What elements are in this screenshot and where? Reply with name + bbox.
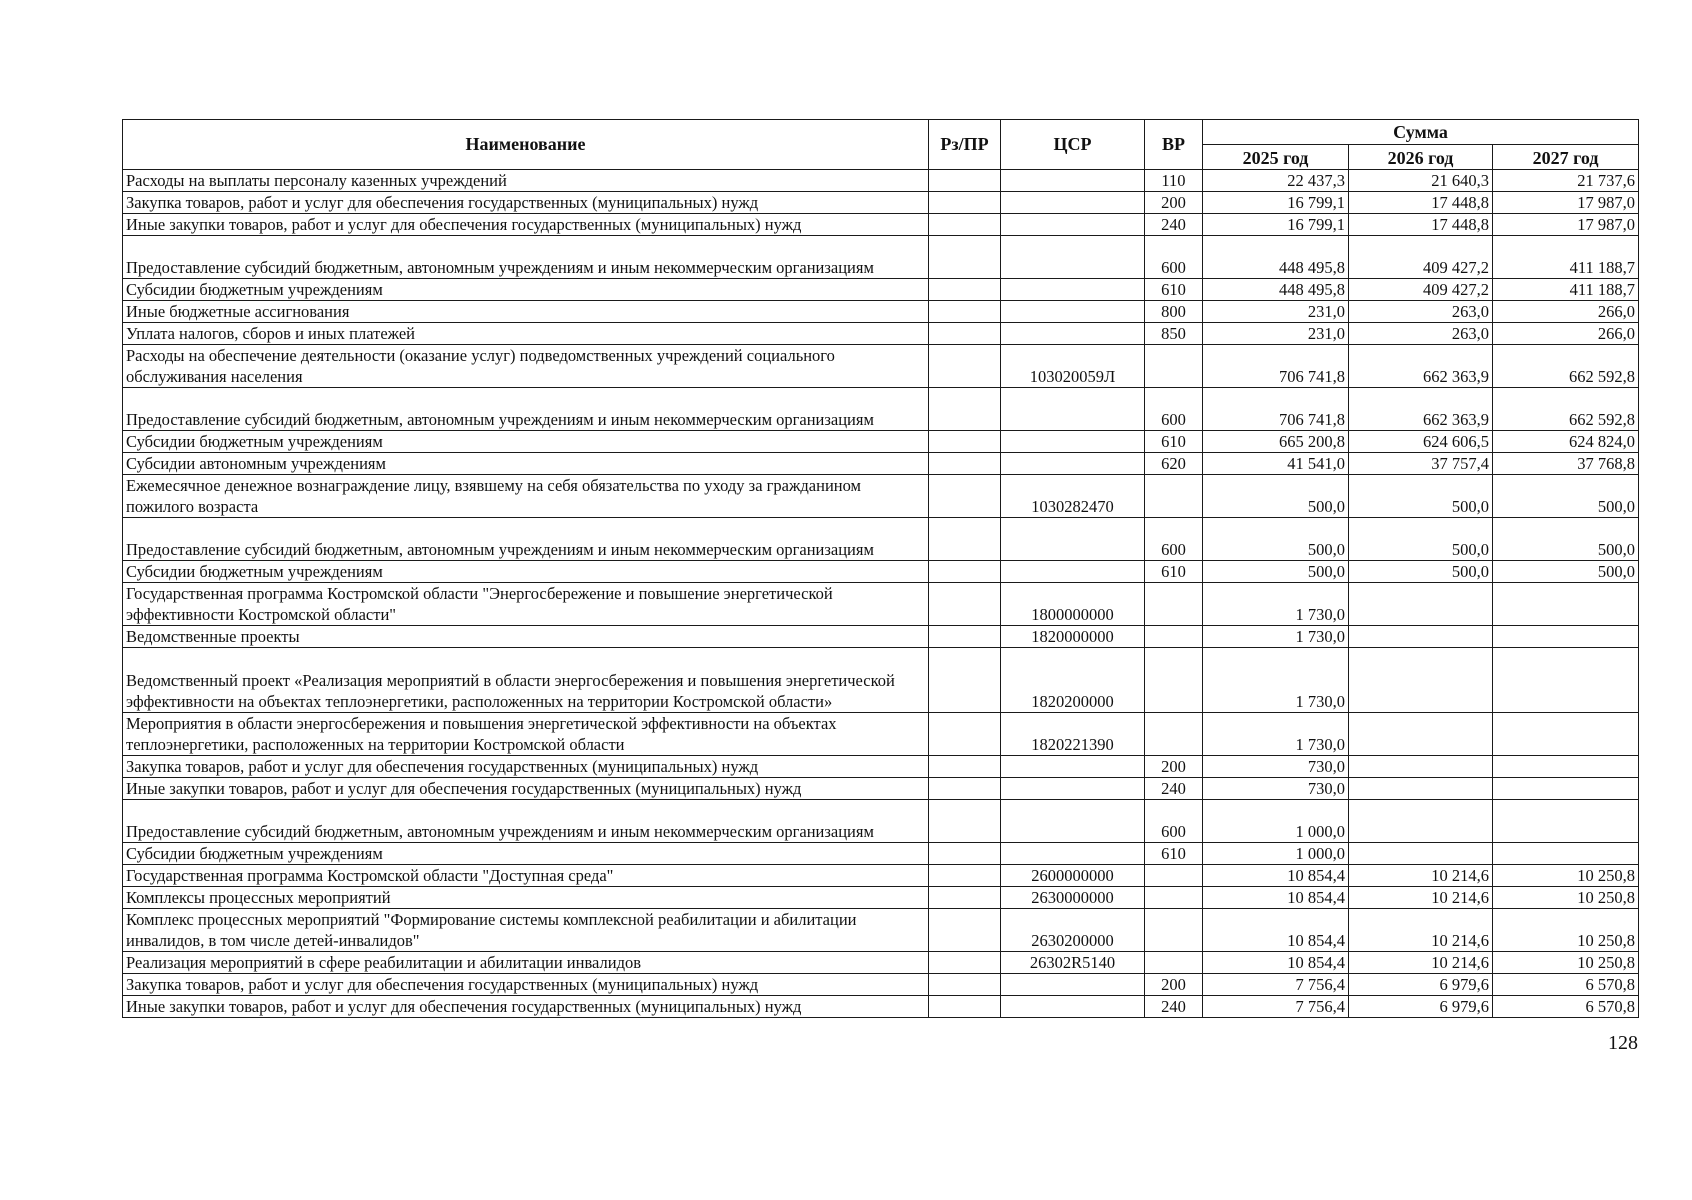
cell-vr: 200 bbox=[1145, 974, 1203, 996]
table-row bbox=[123, 800, 1639, 843]
cell-csr bbox=[1001, 996, 1145, 1018]
cell-vr bbox=[1145, 713, 1203, 756]
cell-sum-2026: 10 214,6 bbox=[1349, 952, 1493, 974]
cell-csr bbox=[1001, 323, 1145, 345]
table-row bbox=[123, 475, 1639, 518]
cell-sum-2026: 662 363,9 bbox=[1349, 345, 1493, 388]
cell-sum-2027: 10 250,8 bbox=[1493, 865, 1639, 887]
table-row bbox=[123, 778, 1639, 800]
cell-vr: 610 bbox=[1145, 843, 1203, 865]
cell-sum-2027: 17 987,0 bbox=[1493, 214, 1639, 236]
cell-sum-2026: 500,0 bbox=[1349, 518, 1493, 561]
cell-sum-2025: 1 730,0 bbox=[1203, 626, 1349, 648]
cell-sum-2026: 17 448,8 bbox=[1349, 192, 1493, 214]
cell-sum-2027: 10 250,8 bbox=[1493, 887, 1639, 909]
cell-sum-2025: 10 854,4 bbox=[1203, 887, 1349, 909]
cell-sum-2026 bbox=[1349, 648, 1493, 713]
header-sum: Сумма bbox=[1203, 120, 1639, 145]
table-row bbox=[123, 887, 1639, 909]
cell-sum-2026: 263,0 bbox=[1349, 323, 1493, 345]
table-row bbox=[123, 345, 1639, 388]
cell-rz-pr bbox=[929, 800, 1001, 843]
cell-name: Предоставление субсидий бюджетным, автономным учреждениям и иным некоммерческим организациям bbox=[123, 518, 929, 561]
cell-csr bbox=[1001, 388, 1145, 431]
cell-sum-2027: 6 570,8 bbox=[1493, 996, 1639, 1018]
cell-rz-pr bbox=[929, 301, 1001, 323]
cell-csr bbox=[1001, 756, 1145, 778]
cell-name: Комплекс процессных мероприятий "Формирование системы комплексной реабилитации и абилитации инвалидов, в том числе детей-инвалидов" bbox=[123, 909, 929, 952]
cell-sum-2025: 665 200,8 bbox=[1203, 431, 1349, 453]
cell-vr: 850 bbox=[1145, 323, 1203, 345]
table-row bbox=[123, 974, 1639, 996]
cell-name: Иные закупки товаров, работ и услуг для обеспечения государственных (муниципальных) нужд bbox=[123, 996, 929, 1018]
cell-sum-2026: 10 214,6 bbox=[1349, 909, 1493, 952]
cell-rz-pr bbox=[929, 865, 1001, 887]
cell-rz-pr bbox=[929, 648, 1001, 713]
cell-vr: 610 bbox=[1145, 431, 1203, 453]
header-year-2027: 2027 год bbox=[1493, 145, 1639, 170]
cell-rz-pr bbox=[929, 974, 1001, 996]
cell-rz-pr bbox=[929, 453, 1001, 475]
cell-name: Субсидии бюджетным учреждениям bbox=[123, 431, 929, 453]
cell-sum-2025: 7 756,4 bbox=[1203, 974, 1349, 996]
cell-vr: 240 bbox=[1145, 996, 1203, 1018]
header-rz-pr: Рз/ПР bbox=[929, 120, 1001, 170]
cell-sum-2025: 1 730,0 bbox=[1203, 713, 1349, 756]
cell-sum-2026: 6 979,6 bbox=[1349, 996, 1493, 1018]
cell-csr: 2600000000 bbox=[1001, 865, 1145, 887]
cell-sum-2026 bbox=[1349, 778, 1493, 800]
cell-sum-2025: 10 854,4 bbox=[1203, 952, 1349, 974]
cell-csr: 2630000000 bbox=[1001, 887, 1145, 909]
cell-sum-2026 bbox=[1349, 583, 1493, 626]
cell-sum-2027: 266,0 bbox=[1493, 301, 1639, 323]
table-row bbox=[123, 865, 1639, 887]
table-row bbox=[123, 388, 1639, 431]
cell-rz-pr bbox=[929, 236, 1001, 279]
cell-rz-pr bbox=[929, 279, 1001, 301]
cell-vr: 610 bbox=[1145, 561, 1203, 583]
cell-vr: 240 bbox=[1145, 778, 1203, 800]
header-csr: ЦСР bbox=[1001, 120, 1145, 170]
cell-sum-2026: 37 757,4 bbox=[1349, 453, 1493, 475]
cell-csr: 1820221390 bbox=[1001, 713, 1145, 756]
cell-sum-2026 bbox=[1349, 800, 1493, 843]
cell-sum-2027: 17 987,0 bbox=[1493, 192, 1639, 214]
cell-name: Закупка товаров, работ и услуг для обеспечения государственных (муниципальных) нужд bbox=[123, 756, 929, 778]
cell-rz-pr bbox=[929, 887, 1001, 909]
cell-sum-2025: 500,0 bbox=[1203, 561, 1349, 583]
cell-vr bbox=[1145, 865, 1203, 887]
cell-vr bbox=[1145, 648, 1203, 713]
cell-sum-2025: 231,0 bbox=[1203, 301, 1349, 323]
cell-rz-pr bbox=[929, 170, 1001, 192]
cell-csr bbox=[1001, 453, 1145, 475]
cell-rz-pr bbox=[929, 192, 1001, 214]
cell-sum-2026: 409 427,2 bbox=[1349, 236, 1493, 279]
cell-sum-2027 bbox=[1493, 626, 1639, 648]
cell-sum-2026 bbox=[1349, 756, 1493, 778]
cell-name: Мероприятия в области энергосбережения и повышения энергетической эффективности на объектах теплоэнергетики, расположенных на территории Костромской области bbox=[123, 713, 929, 756]
cell-sum-2025: 706 741,8 bbox=[1203, 388, 1349, 431]
cell-sum-2027: 266,0 bbox=[1493, 323, 1639, 345]
cell-rz-pr bbox=[929, 345, 1001, 388]
cell-sum-2025: 500,0 bbox=[1203, 518, 1349, 561]
cell-name: Закупка товаров, работ и услуг для обеспечения государственных (муниципальных) нужд bbox=[123, 192, 929, 214]
cell-csr bbox=[1001, 170, 1145, 192]
cell-sum-2026: 6 979,6 bbox=[1349, 974, 1493, 996]
cell-sum-2027 bbox=[1493, 756, 1639, 778]
cell-sum-2025: 1 000,0 bbox=[1203, 800, 1349, 843]
cell-sum-2026 bbox=[1349, 713, 1493, 756]
table-row bbox=[123, 431, 1639, 453]
cell-name: Субсидии бюджетным учреждениям bbox=[123, 843, 929, 865]
cell-rz-pr bbox=[929, 626, 1001, 648]
cell-sum-2026: 409 427,2 bbox=[1349, 279, 1493, 301]
cell-vr bbox=[1145, 583, 1203, 626]
budget-table bbox=[122, 119, 1639, 1018]
cell-sum-2025: 448 495,8 bbox=[1203, 279, 1349, 301]
table-row bbox=[123, 518, 1639, 561]
cell-sum-2026: 500,0 bbox=[1349, 561, 1493, 583]
cell-vr bbox=[1145, 475, 1203, 518]
cell-sum-2025: 10 854,4 bbox=[1203, 865, 1349, 887]
cell-rz-pr bbox=[929, 214, 1001, 236]
cell-rz-pr bbox=[929, 778, 1001, 800]
table-row bbox=[123, 301, 1639, 323]
cell-csr: 2630200000 bbox=[1001, 909, 1145, 952]
cell-name: Расходы на обеспечение деятельности (оказание услуг) подведомственных учреждений социального обслуживания населения bbox=[123, 345, 929, 388]
table-row bbox=[123, 996, 1639, 1018]
table-row bbox=[123, 583, 1639, 626]
cell-sum-2025: 22 437,3 bbox=[1203, 170, 1349, 192]
cell-sum-2027 bbox=[1493, 843, 1639, 865]
cell-rz-pr bbox=[929, 475, 1001, 518]
table-row bbox=[123, 756, 1639, 778]
cell-rz-pr bbox=[929, 843, 1001, 865]
cell-vr: 800 bbox=[1145, 301, 1203, 323]
cell-rz-pr bbox=[929, 756, 1001, 778]
table-row bbox=[123, 843, 1639, 865]
cell-vr: 610 bbox=[1145, 279, 1203, 301]
cell-sum-2026 bbox=[1349, 843, 1493, 865]
cell-vr: 600 bbox=[1145, 388, 1203, 431]
cell-name: Иные закупки товаров, работ и услуг для обеспечения государственных (муниципальных) нужд bbox=[123, 778, 929, 800]
cell-csr bbox=[1001, 214, 1145, 236]
cell-csr bbox=[1001, 236, 1145, 279]
cell-sum-2027: 662 592,8 bbox=[1493, 345, 1639, 388]
cell-csr bbox=[1001, 778, 1145, 800]
cell-sum-2027: 37 768,8 bbox=[1493, 453, 1639, 475]
cell-rz-pr bbox=[929, 518, 1001, 561]
cell-rz-pr bbox=[929, 583, 1001, 626]
cell-sum-2027: 6 570,8 bbox=[1493, 974, 1639, 996]
cell-rz-pr bbox=[929, 323, 1001, 345]
cell-csr bbox=[1001, 431, 1145, 453]
cell-sum-2026: 500,0 bbox=[1349, 475, 1493, 518]
cell-vr: 200 bbox=[1145, 756, 1203, 778]
cell-vr: 240 bbox=[1145, 214, 1203, 236]
cell-sum-2027: 662 592,8 bbox=[1493, 388, 1639, 431]
cell-name: Субсидии автономным учреждениям bbox=[123, 453, 929, 475]
table-row bbox=[123, 648, 1639, 713]
cell-sum-2027: 624 824,0 bbox=[1493, 431, 1639, 453]
table-body bbox=[123, 170, 1639, 1018]
cell-sum-2027 bbox=[1493, 778, 1639, 800]
cell-csr bbox=[1001, 800, 1145, 843]
cell-name: Предоставление субсидий бюджетным, автономным учреждениям и иным некоммерческим организациям bbox=[123, 236, 929, 279]
cell-sum-2027: 10 250,8 bbox=[1493, 909, 1639, 952]
header-year-2025: 2025 год bbox=[1203, 145, 1349, 170]
cell-name: Предоставление субсидий бюджетным, автономным учреждениям и иным некоммерческим организациям bbox=[123, 800, 929, 843]
cell-name: Государственная программа Костромской области "Доступная среда" bbox=[123, 865, 929, 887]
table-row bbox=[123, 952, 1639, 974]
cell-sum-2025: 500,0 bbox=[1203, 475, 1349, 518]
table-row bbox=[123, 713, 1639, 756]
table-row bbox=[123, 909, 1639, 952]
cell-name: Иные бюджетные ассигнования bbox=[123, 301, 929, 323]
cell-name: Расходы на выплаты персоналу казенных учреждений bbox=[123, 170, 929, 192]
cell-name: Предоставление субсидий бюджетным, автономным учреждениям и иным некоммерческим организациям bbox=[123, 388, 929, 431]
cell-sum-2027: 500,0 bbox=[1493, 475, 1639, 518]
cell-rz-pr bbox=[929, 431, 1001, 453]
cell-rz-pr bbox=[929, 909, 1001, 952]
cell-sum-2027: 21 737,6 bbox=[1493, 170, 1639, 192]
cell-csr: 1820000000 bbox=[1001, 626, 1145, 648]
table-row bbox=[123, 214, 1639, 236]
cell-vr: 200 bbox=[1145, 192, 1203, 214]
cell-sum-2027: 411 188,7 bbox=[1493, 236, 1639, 279]
cell-csr: 1030282470 bbox=[1001, 475, 1145, 518]
page-number: 128 bbox=[1608, 1032, 1638, 1054]
cell-sum-2026: 624 606,5 bbox=[1349, 431, 1493, 453]
cell-name: Государственная программа Костромской области "Энергосбережение и повышение энергетической эффективности Костромской области" bbox=[123, 583, 929, 626]
table-row bbox=[123, 626, 1639, 648]
cell-name: Ведомственный проект «Реализация мероприятий в области энергосбережения и повышения энергетической эффективности на объектах теплоэнергетики, расположенных на территории Костромской области» bbox=[123, 648, 929, 713]
cell-rz-pr bbox=[929, 561, 1001, 583]
cell-vr: 110 bbox=[1145, 170, 1203, 192]
cell-name: Ведомственные проекты bbox=[123, 626, 929, 648]
table-row bbox=[123, 236, 1639, 279]
cell-rz-pr bbox=[929, 996, 1001, 1018]
cell-sum-2027: 500,0 bbox=[1493, 518, 1639, 561]
cell-sum-2025: 706 741,8 bbox=[1203, 345, 1349, 388]
cell-sum-2026: 10 214,6 bbox=[1349, 865, 1493, 887]
cell-sum-2027: 10 250,8 bbox=[1493, 952, 1639, 974]
table-row bbox=[123, 170, 1639, 192]
cell-sum-2027: 411 188,7 bbox=[1493, 279, 1639, 301]
cell-vr bbox=[1145, 626, 1203, 648]
table-row bbox=[123, 323, 1639, 345]
cell-name: Субсидии бюджетным учреждениям bbox=[123, 561, 929, 583]
cell-sum-2025: 16 799,1 bbox=[1203, 214, 1349, 236]
cell-sum-2025: 231,0 bbox=[1203, 323, 1349, 345]
cell-csr bbox=[1001, 301, 1145, 323]
header-name: Наименование bbox=[123, 120, 929, 170]
cell-sum-2025: 1 730,0 bbox=[1203, 648, 1349, 713]
table-row bbox=[123, 453, 1639, 475]
cell-csr: 1800000000 bbox=[1001, 583, 1145, 626]
cell-sum-2026: 17 448,8 bbox=[1349, 214, 1493, 236]
cell-sum-2027: 500,0 bbox=[1493, 561, 1639, 583]
cell-csr bbox=[1001, 192, 1145, 214]
cell-vr: 600 bbox=[1145, 518, 1203, 561]
cell-vr: 600 bbox=[1145, 800, 1203, 843]
header-vr: ВР bbox=[1145, 120, 1203, 170]
cell-csr: 103020059Л bbox=[1001, 345, 1145, 388]
cell-rz-pr bbox=[929, 713, 1001, 756]
cell-sum-2025: 10 854,4 bbox=[1203, 909, 1349, 952]
cell-vr bbox=[1145, 909, 1203, 952]
cell-vr bbox=[1145, 345, 1203, 388]
cell-sum-2025: 730,0 bbox=[1203, 778, 1349, 800]
cell-name: Иные закупки товаров, работ и услуг для обеспечения государственных (муниципальных) нужд bbox=[123, 214, 929, 236]
cell-name: Комплексы процессных мероприятий bbox=[123, 887, 929, 909]
table-row bbox=[123, 192, 1639, 214]
cell-csr: 26302R5140 bbox=[1001, 952, 1145, 974]
cell-sum-2025: 730,0 bbox=[1203, 756, 1349, 778]
cell-sum-2027 bbox=[1493, 800, 1639, 843]
cell-name: Ежемесячное денежное вознаграждение лицу, взявшему на себя обязательства по уходу за гражданином пожилого возраста bbox=[123, 475, 929, 518]
cell-name: Реализация мероприятий в сфере реабилитации и абилитации инвалидов bbox=[123, 952, 929, 974]
cell-sum-2027 bbox=[1493, 583, 1639, 626]
cell-sum-2027 bbox=[1493, 713, 1639, 756]
table-row bbox=[123, 561, 1639, 583]
cell-sum-2025: 1 730,0 bbox=[1203, 583, 1349, 626]
cell-sum-2026: 263,0 bbox=[1349, 301, 1493, 323]
cell-sum-2026 bbox=[1349, 626, 1493, 648]
cell-vr: 600 bbox=[1145, 236, 1203, 279]
cell-csr bbox=[1001, 974, 1145, 996]
cell-rz-pr bbox=[929, 952, 1001, 974]
table-header bbox=[123, 120, 1639, 170]
cell-csr bbox=[1001, 843, 1145, 865]
cell-rz-pr bbox=[929, 388, 1001, 431]
cell-sum-2026: 662 363,9 bbox=[1349, 388, 1493, 431]
cell-sum-2025: 16 799,1 bbox=[1203, 192, 1349, 214]
cell-sum-2026: 21 640,3 bbox=[1349, 170, 1493, 192]
cell-name: Субсидии бюджетным учреждениям bbox=[123, 279, 929, 301]
cell-sum-2025: 41 541,0 bbox=[1203, 453, 1349, 475]
cell-csr bbox=[1001, 279, 1145, 301]
cell-name: Закупка товаров, работ и услуг для обеспечения государственных (муниципальных) нужд bbox=[123, 974, 929, 996]
cell-csr bbox=[1001, 518, 1145, 561]
cell-sum-2026: 10 214,6 bbox=[1349, 887, 1493, 909]
cell-csr bbox=[1001, 561, 1145, 583]
cell-name: Уплата налогов, сборов и иных платежей bbox=[123, 323, 929, 345]
cell-sum-2025: 448 495,8 bbox=[1203, 236, 1349, 279]
cell-sum-2025: 7 756,4 bbox=[1203, 996, 1349, 1018]
cell-csr: 1820200000 bbox=[1001, 648, 1145, 713]
cell-vr: 620 bbox=[1145, 453, 1203, 475]
header-year-2026: 2026 год bbox=[1349, 145, 1493, 170]
cell-vr bbox=[1145, 887, 1203, 909]
table-row bbox=[123, 279, 1639, 301]
cell-sum-2027 bbox=[1493, 648, 1639, 713]
cell-vr bbox=[1145, 952, 1203, 974]
cell-sum-2025: 1 000,0 bbox=[1203, 843, 1349, 865]
